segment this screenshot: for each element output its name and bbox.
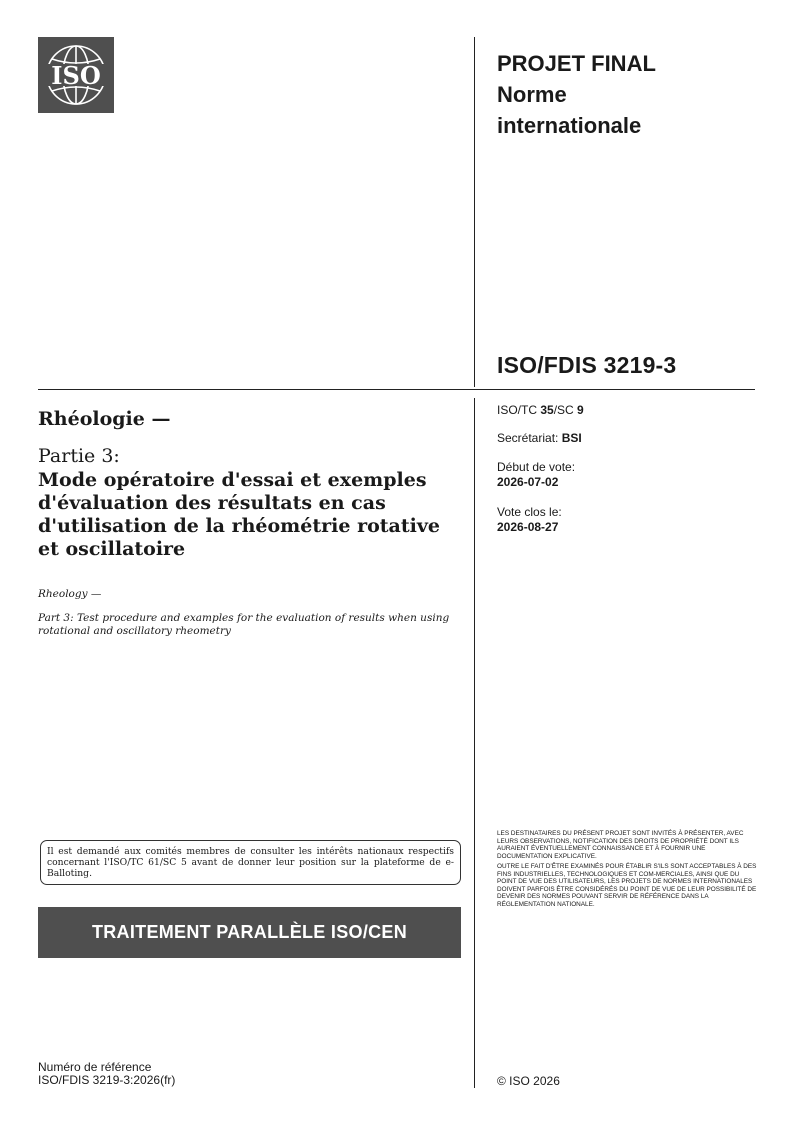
parallel-processing-banner: TRAITEMENT PARALLÈLE ISO/CEN xyxy=(38,907,461,958)
vote-start-label: Début de vote: xyxy=(497,460,576,474)
status-line-2: Norme xyxy=(497,82,567,107)
vote-start xyxy=(497,460,575,490)
horizontal-divider xyxy=(38,389,755,390)
main-title: Rhéologie — xyxy=(38,408,171,430)
committee-sc-prefix: /SC xyxy=(553,403,578,417)
document-code: ISO/FDIS 3219-3 xyxy=(497,352,677,378)
committee-prefix: ISO/TC xyxy=(497,403,541,417)
logo-text: ISO xyxy=(51,61,101,90)
disclaimer-paragraph-1: LES DESTINATAIRES DU PRÉSENT PROJET SONT INVITÉS À PRÉSENTER, AVEC LEURS OBSERVATIONS, NOTIFICATION DES DROITS DE PROPRIÉTÉ DONT ILS AURAIENT ÉVENTUELLEMENT CONNAISSANCE ET À FOURNIR UNE DOCUMENTATION EXPLICATIVE. xyxy=(497,830,744,860)
document-status xyxy=(497,48,757,141)
vote-end-label: Vote clos le: xyxy=(497,505,562,519)
part-title: Mode opératoire d'essai et exemples d'évaluation des résultats en cas d'utilisation de la rhéométrie rotative et oscillatoire xyxy=(38,469,440,560)
part-label: Partie 3: xyxy=(38,445,120,467)
reference-value: ISO/FDIS 3219-3:2026(fr) xyxy=(38,1073,176,1087)
globe-icon xyxy=(38,37,114,113)
copyright: © ISO 2026 xyxy=(497,1074,560,1088)
status-line-1: PROJET FINAL xyxy=(497,51,656,76)
disclaimer xyxy=(497,830,759,911)
member-notice: Il est demandé aux comités membres de consulter les intérêts nationaux respectifs concernant l'ISO/TC 61/SC 5 avant de donner leur position sur la plateforme de e-Balloting. xyxy=(40,840,461,885)
vote-start-date: 2026-07-02 xyxy=(497,475,559,489)
committee-tc: 35 xyxy=(540,403,554,417)
vote-end-date: 2026-08-27 xyxy=(497,520,559,534)
status-line-3: internationale xyxy=(497,113,642,138)
committee-line xyxy=(497,403,584,418)
vote-end xyxy=(497,505,562,535)
english-main-title: Rheology — xyxy=(38,588,102,600)
secretariat-value: BSI xyxy=(561,431,582,445)
secretariat-label: Secrétariat: xyxy=(497,431,562,445)
committee-sc: 9 xyxy=(577,403,584,417)
iso-logo xyxy=(38,37,114,113)
column-divider-bottom xyxy=(474,398,475,1088)
english-part-title: Part 3: Test procedure and examples for the evaluation of results when using rotational and oscillatory rheometry xyxy=(38,612,450,637)
disclaimer-paragraph-2: OUTRE LE FAIT D'ÊTRE EXAMINÉS POUR ÉTABLIR S'ILS SONT ACCEPTABLES À DES FINS INDUSTRIELLES, TECHNOLOGIQUES ET COM-MERCIALES, AINSI QUE DU POINT DE VUE DES UTILISATEURS, LES PROJETS DE NORMES INTERNATIONALES DOIVENT PARFOIS ÊTRE CONSIDÉRÉS DU POINT DE VUE DE LEUR POSSIBILITÉ DE DEVENIR DES NORMES POUVANT SERVIR DE RÉFÉRENCE DANS LA RÉGLEMENTATION NATIONALE. xyxy=(497,863,757,908)
reference-label: Numéro de référence xyxy=(38,1060,152,1074)
reference-number xyxy=(38,1061,175,1087)
column-divider-top xyxy=(474,37,475,387)
secretariat-line xyxy=(497,431,582,446)
